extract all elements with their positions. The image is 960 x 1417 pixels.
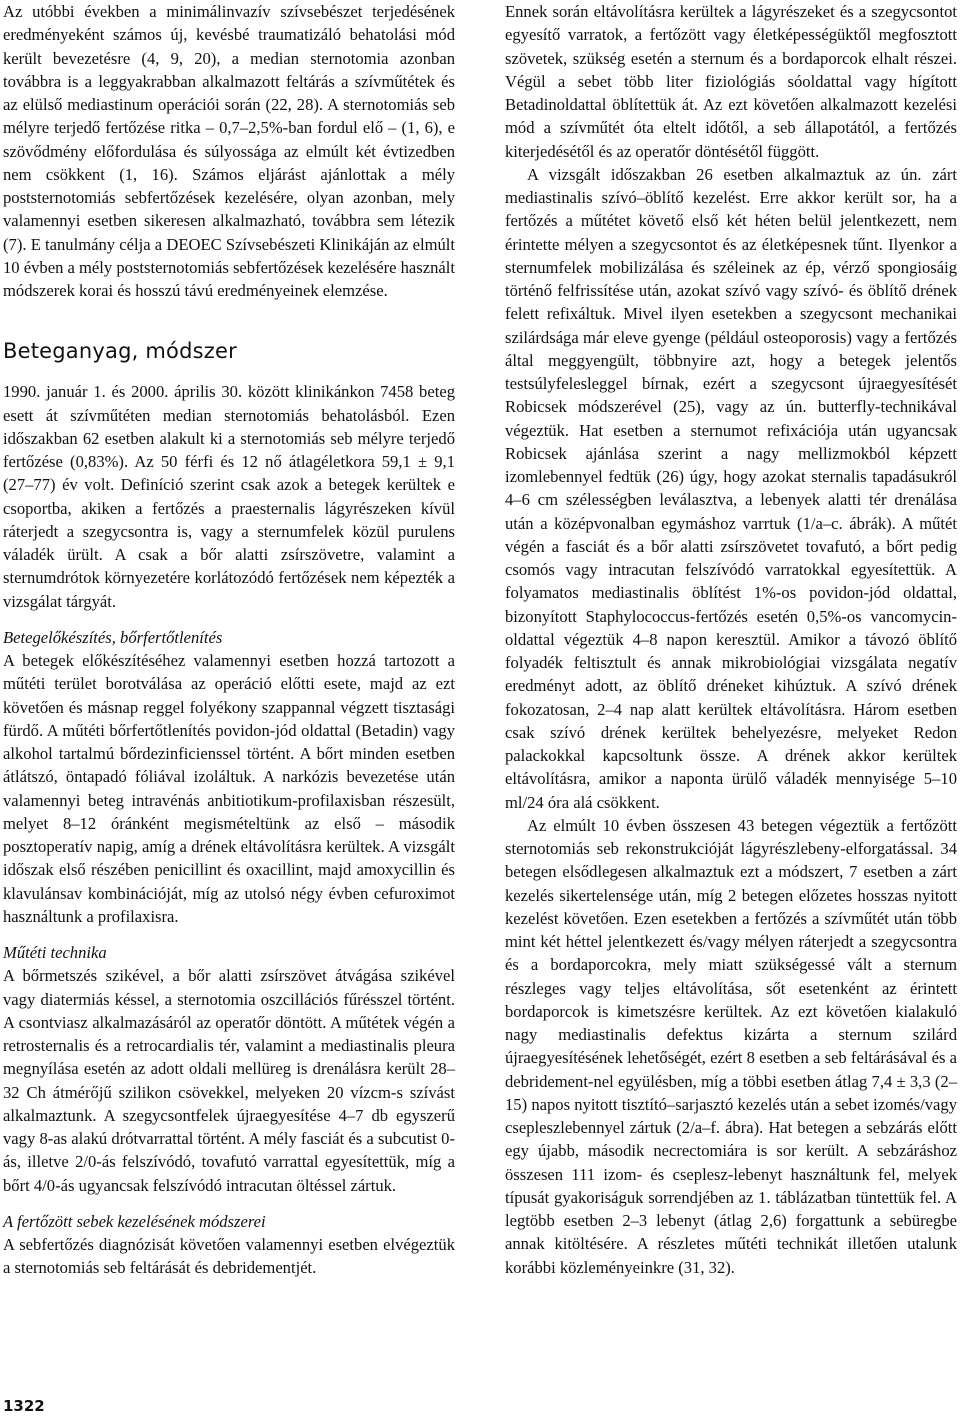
left-column [3, 0, 455, 1280]
right-paragraph-3: Az elmúlt 10 évben összesen 43 betegen végeztük a fertőzött sternotomiás seb rekonstrukcióját lágyrészlebeny-elforgatással. 34 betegen elsődlegesen alkalmaztuk ezt a módszert, 7 esetben a zárt kezelés sikertelensége után, míg 2 betegen előzetes hosszas nyitott kezelést követően. Ezen esetekben a fertőzés a szívműtét után több mint két héttel jelentkezett és/vagy mélyen ráterjedt a szegycsontra és a bordaporcokra, mely miatt szükségessé vált a sternum részleges vagy teljes eltávolítása, sőt esetenként az érintett bordaporcok is kimetszésre kerültek. Az ezt követően kialakuló nagy mediastinalis defektus kizárta a sternum szilárd újraegyesítésének lehetőségét, ezért 8 esetben a seb feltárásával és a debridement-nel együlésben, míg a többi esetben átlag 7,4 ± 3,3 (2–15) napos nyitott tisztító–sarjasztó kezelés után a sebet izomés/vagy csepleszlebennyel zártuk (2/a–f. ábra). Hat betegen a sebzárás előtt egy újabb, második necrectomiára is sor került. A sebzáráshoz összesen 111 izom- és cseplesz-lebenyt használtunk fel, melyek típusát gyakoriságuk sorrendjében az 1. táblázatban tüntettük fel. A legtöbb esetben 2–3 lebenyt (átlag 2,6) forgattunk a sebüregbe annak kitöltésére. A részletes műtéti technikát illetően utalunk korábbi közleményeinkre (31, 32). [505, 815, 957, 1277]
right-paragraph-1: Ennek során eltávolításra kerültek a lágyrészeket és a szegycsontot egyesítő varratok, a fertőzött vagy életképességüktől megfosztott szövetek, szükség esetén a sternum és a bordaporcok elhalt részei. Végül a sebet több liter fiziológiás sóoldattal vagy hígított Betadinoldattal öblítettük át. Az ezt követően alkalmazott kezelési mód a szívműtét óta eltelt időtől, a seb állapotától, a fertőzés kiterjedésétől és az operatőr döntésétől függött. [505, 2, 957, 161]
infected-wounds-paragraph: A sebfertőzés diagnózisát követően valamennyi esetben elvégeztük a sternotomiás seb feltárását és debridementjét. [3, 1235, 455, 1278]
subheading-infected-wounds: A fertőzött sebek kezelésének módszerei [3, 1211, 266, 1231]
methods-paragraph: 1990. január 1. és 2000. április 30. között klinikánkon 7458 beteg esett át szívműtéten median sternotomiás behatolásból. Ezen időszakban 62 esetben alakult ki a sternotomiás seb mélyre terjedő fertőzése (0,83%). Az 50 férfi és 12 nő átlagéletkora 59,1 ± 9,1 (27–77) év volt. Definíció szerint csak azok a betegek kerültek e csoportba, akiken a fertőzés a praesternalis lágyrészeken kívül ráterjedt a szegycsontra is, vagy a sternumfelek közül purulens váladék ürült. A csak a bőr alatti zsírszövetre, valamint a sternumdrótok környezetére korlátozódó fertőzések nem képezték a vizsgálat tárgyát. [3, 382, 455, 611]
preparation-paragraph: A betegek előkészítéséhez valamennyi esetben hozzá tartozott a műtéti terület borotválása az operáció előtti esete, majd az ezt követően és másnap reggel folyékony szappannal végzett tisztasági fürdő. A műtéti bőrfertőtlenítés povidon-jód oldattal (Betadin) vagy alkohol tartalmú bőrdezinficienssel történt. A bőrt minden esetben átlátszó, öntapadó fóliával izoláltuk. A narkózis bevezetése után valamennyi beteg intravénás anbitiotikum-profilaxisban részesült, melyet 8–12 óránként megismételtünk az első – második posztoperatív napig, amíg a drének eltávolításra kerültek. A vizsgált időszak első részében penicillint és oxacillint, majd amoxycillin és klavulánsav kombinációját, míg az utolsó négy évben cefuroximot használtunk a profilaxisra. [3, 651, 455, 926]
right-paragraph-2: A vizsgált időszakban 26 esetben alkalmaztuk az ún. zárt mediastinalis szívó–öblítő kezelést. Erre akkor került sor, ha a fertőzés a műtétet követő első két héten belül jelentkezett, nem érintette mélyen a szegycsontot és az életképesnek tűnt. Ilyenkor a sternumfelek mobilizálása és széleinek az ép, vérző spongiosáig történő felfrissítése után, azokat szívó vagy szívó- és öblítő drének felett refixáltuk. Mivel ilyen esetekben a szegycsont mechanikai szilárdsága már eleve gyenge (például osteoporosis) vagy a fertőzés által meggyengült, többnyire azt, hogy a betegek jelentős testsúlyfelesleggel bírnak, ezért a szegycsont újraegyesítését Robicsek módszerével (25), vagy az ún. butterfly-technikával végeztük. Hat esetben a sternumot refixációja után ugyancsak Robicsek ajánlása szerint a nagy mellizmokból képzett izomlebennyel fedtük (26) úgy, hogy azokat sternalis tapadásukról 4–6 cm szélességben leválasztva, a lebenyek alatti tér drenálása után a középvonalban egymáshoz varrtuk (1/a–c. ábrák). A műtét végén a fasciát és a bőr alatti zsírszövetet tovafutó, a bőrt pedig csomós vagy intracutan felszívódó varratokkal egyesítettük. A folyamatos mediastinalis öblítést 1%-os povidon-jód oldattal, bizonyított Staphylococcus-fertőzés esetén 0,5%-os vancomycin-oldattal végeztük 4–8 napon keresztül. Amikor a távozó öblítő folyadék feltisztult és annak mikrobiológiai vizsgálata negatív eredményt adott, az öblítő dréneket kihúztuk. A szívó drének fokozatosan, 2–4 nap alatt kerültek eltávolításra. Három esetben csak szívó drének kerültek behelyezésre, melyeket Redon palackokkal kapcsoltunk össze. A drének akkor kerültek eltávolításra, amikor a naponta ürülő váladék mennyisége 5–10 ml/24 óra alá csökkent. [505, 164, 957, 812]
subheading-preparation: Betegelőkészítés, bőrfertőtlenítés [3, 627, 223, 647]
right-column [505, 0, 957, 1279]
page-number: 1322 [3, 1397, 45, 1415]
intro-paragraph: Az utóbbi években a minimálinvazív szívsebészet terjedésének eredményeként számos új, kevésbé traumatizáló behatolási mód került bevezetésre (4, 9, 20), a median sternotomia azonban továbbra is a leggyakrabban alkalmazott feltárás a szívműtétek és az elülső mediastinum operációi során (22, 28). A sternotomiás seb mélyre terjedő fertőzése ritka – 0,7–2,5%-ban fordul elő – (1, 6), e szövődmény előfordulása és súlyossága az elmúlt két évtizedben nem csökkent (1, 16). Számos eljárást ajánlottak a mély poststernotomiás sebfertőzések kezelésére, olyan azonban, mely valamennyi esetben sikeresen alkalmazható, továbbra sem létezik (7). E tanulmány célja a DEOEC Szívsebészeti Klinikáján az elmúlt 10 évben a mély poststernotomiás sebfertőzések kezelésére használt módszerek korai és hosszú távú eredményeinek elemzése. [3, 2, 456, 300]
section-heading-methods: Beteganyag, módszer [3, 339, 237, 364]
technique-paragraph: A bőrmetszés szikével, a bőr alatti zsírszövet átvágása szikével vagy diatermiás késsel, a sternotomia oszcillációs fűrésszel történt. A csontviasz alkalmazásáról az operatőr döntött. A műtétek végén a retrosternalis és a retrocardialis tér, valamint a mediastinalis pleura megnyílása esetén az adott oldali mellüreg is drenálásra került 28–32 Ch átmérőjű szilikon csövekkel, melyeken 20 vízcm-s szívást alkalmaztunk. A szegycsontfelek újraegyesítése 4–7 db egyszerű vagy 8-as alakú drótvarrattal történt. A mély fasciát és a subcutist 0-ás, illetve 2/0-ás felszívódó, tovafutó varrattal egyesítettük, míg a bőrt 4/0-ás ugyancsak felszívódó intracutan öltéssel zártuk. [3, 966, 455, 1195]
subheading-technique: Műtéti technika [3, 943, 107, 962]
